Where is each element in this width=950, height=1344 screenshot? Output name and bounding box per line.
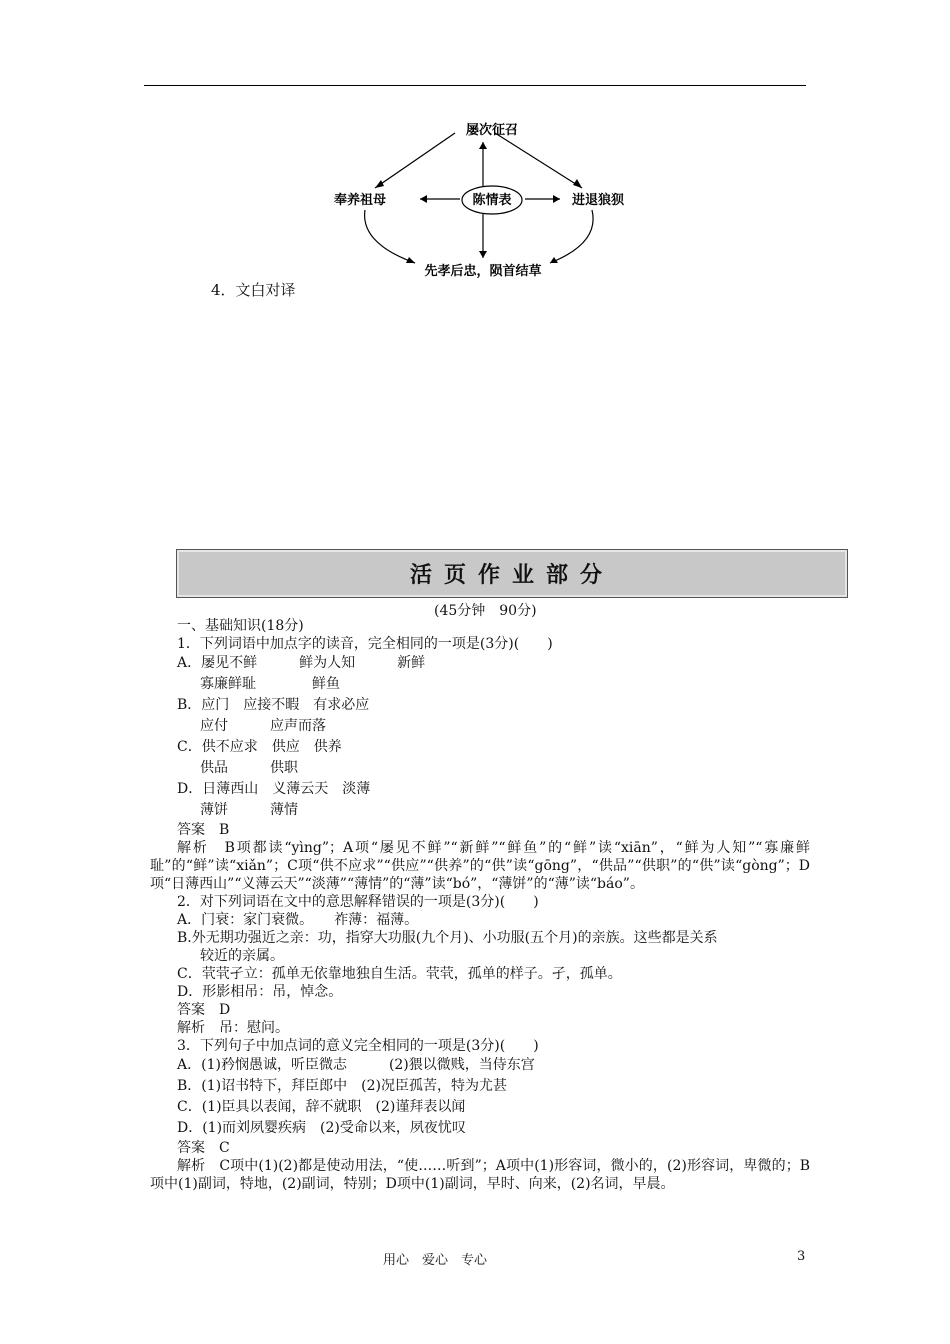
arrow-top-left (375, 133, 455, 188)
q2-option-d: D．形影相吊：吊，悼念。 (177, 984, 343, 1000)
diagram-left-label: 奉养祖母 (333, 193, 387, 208)
q2-answer: 答案 D (177, 1002, 231, 1018)
q3-answer: 答案 C (177, 1140, 230, 1156)
diagram-top-label: 屡次征召 (465, 123, 519, 138)
banner-title: 活页作业部分 (176, 549, 848, 598)
q3-stem: 3．下列句子中加点词的意义完全相同的一项是(3分)( ) (177, 1038, 539, 1054)
page-number: 3 (797, 1249, 806, 1264)
arrow-top-right (495, 133, 582, 188)
q1-option-b-cont: 应付 应声而落 (200, 718, 326, 734)
q1-option-d-cont: 薄饼 薄情 (200, 802, 298, 818)
q3-option-b: B．(1)诏书特下，拜臣郎中 (2)况臣孤苦，特为尤甚 (177, 1078, 507, 1094)
part-heading: 一、基础知识(18分) (177, 618, 304, 634)
q3-analysis: 解析 C项中(1)(2)都是使动用法，“使……听到”；A项中(1)形容词，微小的，(2)形容词，卑微的；B项中(1)副词，特地，(2)副词，特别；D项中(1)副词，早时、向来，(2)名词，早晨。 (150, 1158, 810, 1192)
q1-option-a-cont: 寡廉鲜耻 鲜鱼 (200, 676, 340, 692)
diagram-bottom-label: 先孝后忠，陨首结草 (424, 264, 542, 279)
q1-option-c: C．供不应求 供应 供养 (177, 739, 342, 755)
time-score-note: (45分钟 90分) (434, 603, 537, 619)
q1-option-a: A．屡见不鲜 鲜为人知 新鲜 (177, 655, 426, 671)
q1-analysis: 解析 B项都读“yìng”；A项“屡见不鲜”“新鲜”“鲜鱼”的“鲜”读“xiān”，“鲜为人知”“寡廉鲜耻”的“鲜”读“xiǎn”；C项“供不应求”“供应”“供养”的“供”读“gōng”，“供品”“供职”的“供”读“gòng”；D项“日薄西山”“义薄云天”“淡薄”“薄情”的“薄”读“bó”，“薄饼”的“薄”读“báo”。 (150, 840, 810, 892)
diagram-center-label: 陈情表 (472, 193, 512, 208)
exercise-content (150, 617, 810, 1193)
header-rule (144, 85, 806, 86)
q2-option-a: A．门衰：家门衰微。 祚薄：福薄。 (177, 912, 419, 928)
q2-option-b-cont: 较近的亲属。 (200, 948, 284, 964)
q3-option-a: A．(1)矜悯愚诚，听臣微志 (2)猥以微贱，当侍东宫 (177, 1057, 535, 1073)
q2-analysis: 解析 吊：慰问。 (177, 1020, 289, 1036)
structure-diagram (320, 118, 640, 280)
diagram-right-label: 进退狼狈 (571, 193, 625, 208)
arrow-right-bottom (550, 210, 593, 263)
q3-option-d: D．(1)而刘夙婴疾病 (2)受命以来，夙夜忧叹 (177, 1120, 466, 1136)
q1-stem: 1．下列词语中加点字的读音，完全相同的一项是(3分)( ) (177, 636, 553, 652)
arrow-left-bottom (365, 210, 415, 263)
q2-option-c: C．茕茕孑立：孤单无依靠地独自生活。茕茕，孤单的样子。孑，孤单。 (177, 966, 622, 982)
q2-stem: 2．对下列词语在文中的意思解释错误的一项是(3分)( ) (177, 894, 539, 910)
q1-option-d: D．日薄西山 义薄云天 淡薄 (177, 781, 371, 797)
q1-option-c-cont: 供品 供职 (200, 760, 298, 776)
q1-answer: 答案 B (177, 822, 230, 838)
q2-option-b: B.外无期功强近之亲：功，指穿大功服(九个月)、小功服(五个月)的亲族。这些都是关系 (177, 930, 718, 946)
q3-option-c: C．(1)臣具以表闻，辞不就职 (2)谨拜表以闻 (177, 1099, 466, 1115)
footer-motto: 用心 爱心 专心 (383, 1253, 488, 1268)
q1-option-b: B．应门 应接不暇 有求必应 (177, 697, 370, 713)
section-4-heading: 4．文白对译 (211, 281, 296, 299)
